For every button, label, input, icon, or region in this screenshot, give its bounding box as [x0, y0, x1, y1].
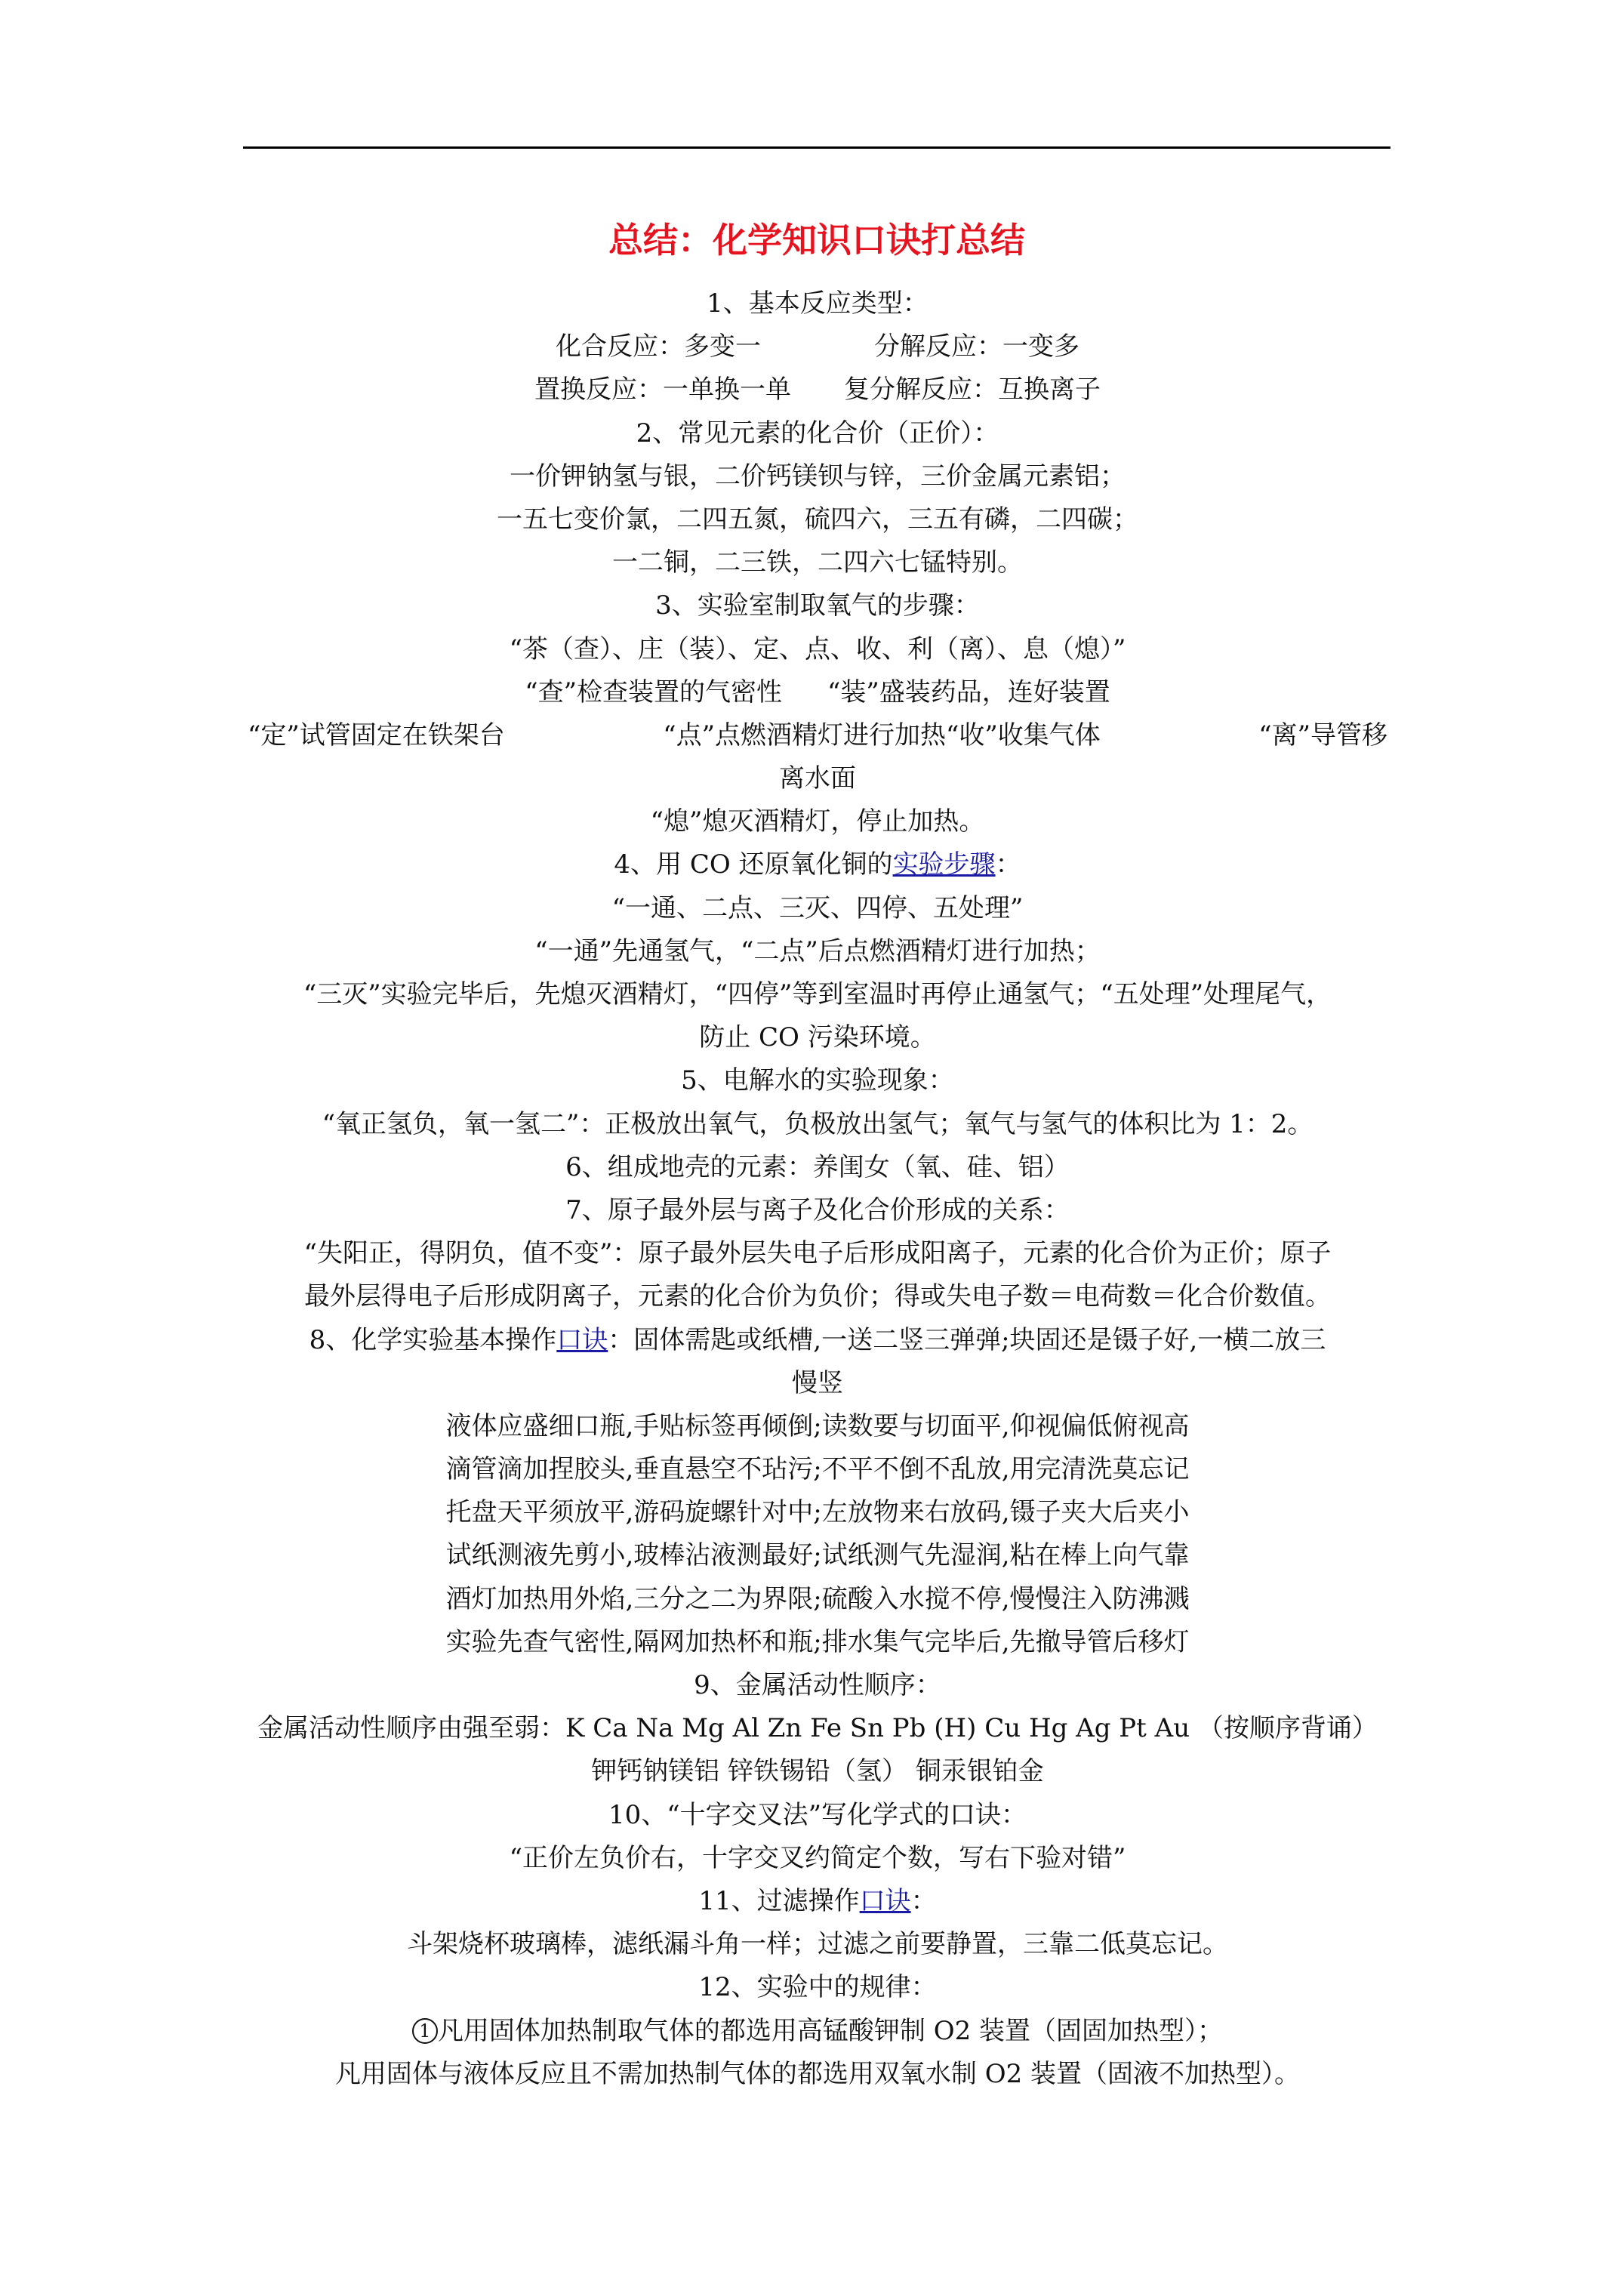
- section-10-heading: 10、“十字交叉法”写化学式的口诀：: [608, 1799, 1027, 1830]
- section-1-heading: 1、基本反应类型：: [707, 288, 929, 319]
- section-8-line-5: 酒灯加热用外焰,三分之二为界限;硫酸入水搅不停,慢慢注入防沸溅: [445, 1583, 1190, 1614]
- section-10-line-1: “正价左负价右，十字交叉约简定个数，写右下验对错”: [509, 1842, 1126, 1873]
- section-12-line-1: [248, 2010, 1387, 2053]
- section-8-line-3: 托盘天平须放平,游码旋螺针对中;左放物来右放码,镊子夹大后夹小: [445, 1497, 1190, 1528]
- section-3-line-4: 离水面: [779, 763, 856, 794]
- section-12-line-1-text: 凡用固体加热制取气体的都选用高锰酸钾制 O2 装置（固固加热型）；: [437, 2015, 1224, 2046]
- reaction-displacement: 置换反应：一单换一单: [534, 374, 791, 405]
- section-1-row-1: [248, 325, 1387, 368]
- section-11-line-1: 斗架烧杯玻璃棒，滤纸漏斗角一样；过滤之前要静置，三靠二低莫忘记。: [407, 1929, 1228, 1960]
- step-remove: “离”导管移: [1258, 720, 1387, 750]
- section-9-line-2: 钾钙钠镁铝 锌铁锡铅（氢） 铜汞银铂金: [591, 1756, 1044, 1787]
- section-4-heading-colon: ：: [995, 849, 1021, 880]
- section-8-heading-text: 8、化学实验基本操作: [309, 1324, 557, 1355]
- section-8-line-6: 实验先查气密性,隔网加热杯和瓶;排水集气完毕后,先撤导管后移灯: [445, 1626, 1190, 1657]
- section-11-heading-colon: ：: [910, 1885, 937, 1916]
- section-4-line-4: 防止 CO 污染环境。: [699, 1022, 936, 1053]
- section-11-heading: [248, 1880, 1387, 1923]
- section-2-line-2: 一五七变价氯，二四五氮，硫四六，三五有磷，二四碳；: [497, 504, 1138, 535]
- circled-number-marker: 1: [412, 2018, 438, 2044]
- section-1-row-2: [248, 368, 1387, 411]
- section-3-heading: 3、实验室制取氧气的步骤：: [655, 590, 980, 621]
- section-5-heading: 5、电解水的实验现象：: [681, 1065, 954, 1096]
- section-7-line-1: “失阳正，得阴负，值不变”：原子最外层失电子后形成阳离子，元素的化合价为正价；原子: [303, 1238, 1332, 1269]
- section-3-line-1: “茶（查）、庄（装）、定、点、收、利（离）、息（熄）”: [509, 633, 1126, 664]
- section-8-line-0: 慢竖: [792, 1367, 843, 1398]
- step-fix: “定”试管固定在铁架台: [248, 720, 505, 750]
- section-3-line-2: [248, 671, 1387, 714]
- reaction-combination: 化合反应：多变一: [556, 331, 761, 362]
- reaction-decomposition: 分解反应：一变多: [874, 331, 1079, 362]
- section-12-heading: 12、实验中的规律：: [698, 1972, 937, 2003]
- reaction-double-displacement: 复分解反应：互换离子: [844, 374, 1101, 405]
- document-title: 总结：化学知识口诀打总结: [608, 220, 1025, 260]
- section-9-heading: 9、金属活动性顺序：: [694, 1670, 941, 1700]
- section-4-line-3: “三灭”实验完毕后，先熄灭酒精灯，“四停”等到室温时再停止通氢气；“五处理”处理尾气，: [303, 979, 1332, 1009]
- section-12-line-2: 凡用固体与液体反应且不需加热制气体的都选用双氧水制 O2 装置（固液不加热型）。: [334, 2058, 1301, 2089]
- section-8-line-1: 液体应盛细口瓶,手贴标签再倾倒;读数要与切面平,仰视偏低俯视高: [445, 1410, 1190, 1441]
- section-8-heading-rest: ：固体需匙或纸槽,一送二竖三弹弹;块固还是镊子好,一横二放三: [608, 1324, 1326, 1355]
- section-7-heading: 7、原子最外层与离子及化合价形成的关系：: [565, 1194, 1070, 1225]
- section-9-line-1: 金属活动性顺序由强至弱：K Ca Na Mg Al Zn Fe Sn Pb (H) Cu Hg Ag Pt Au （按顺序背诵）: [257, 1713, 1378, 1744]
- experiment-steps-link[interactable]: 实验步骤: [892, 849, 996, 880]
- step-load: “装”盛装药品，连好装置: [827, 676, 1110, 707]
- section-8-line-4: 试纸测液先剪小,玻棒沾液测最好;试纸测气先湿润,粘在棒上向气靠: [445, 1540, 1190, 1571]
- section-8-heading: [248, 1319, 1387, 1362]
- section-4-heading-text: 4、用 CO 还原氧化铜的: [614, 849, 893, 880]
- step-check: “查”检查装置的气密性: [525, 676, 782, 707]
- mnemonic-link-1[interactable]: 口诀: [556, 1324, 608, 1355]
- mnemonic-link-2[interactable]: 口诀: [859, 1885, 911, 1916]
- section-3-line-3: [248, 714, 1387, 757]
- step-light: “点”点燃酒精灯进行加热“收”收集气体: [663, 720, 1101, 750]
- section-6-heading: 6、组成地壳的元素：养闺女（氧、硅、铝）: [565, 1151, 1070, 1182]
- section-2-heading: 2、常见元素的化合价（正价）：: [636, 418, 999, 448]
- section-2-line-3: 一二铜，二三铁，二四六七锰特别。: [612, 547, 1023, 578]
- section-5-line-1: “氧正氢负，氧一氢二”：正极放出氧气，负极放出氢气；氧气与氢气的体积比为 1：2。: [322, 1108, 1313, 1139]
- section-7-line-2: 最外层得电子后形成阴离子，元素的化合价为负价；得或失电子数＝电荷数＝化合价数值。: [304, 1281, 1331, 1312]
- section-4-line-2: “一通”先通氢气，“二点”后点燃酒精灯进行加热；: [534, 935, 1101, 966]
- header-rule: [243, 146, 1390, 149]
- section-3-line-5: “熄”熄灭酒精灯，停止加热。: [650, 806, 985, 837]
- section-11-heading-text: 11、过滤操作: [698, 1885, 860, 1916]
- section-8-line-2: 滴管滴加捏胶头,垂直悬空不玷污;不平不倒不乱放,用完清洗莫忘记: [445, 1454, 1190, 1485]
- document-body: [248, 282, 1387, 2096]
- section-2-line-1: 一价钾钠氢与银，二价钙镁钡与锌，三价金属元素铝；: [510, 461, 1126, 492]
- section-4-line-1: “一通、二点、三灭、四停、五处理”: [611, 892, 1024, 923]
- section-4-heading: [248, 843, 1387, 886]
